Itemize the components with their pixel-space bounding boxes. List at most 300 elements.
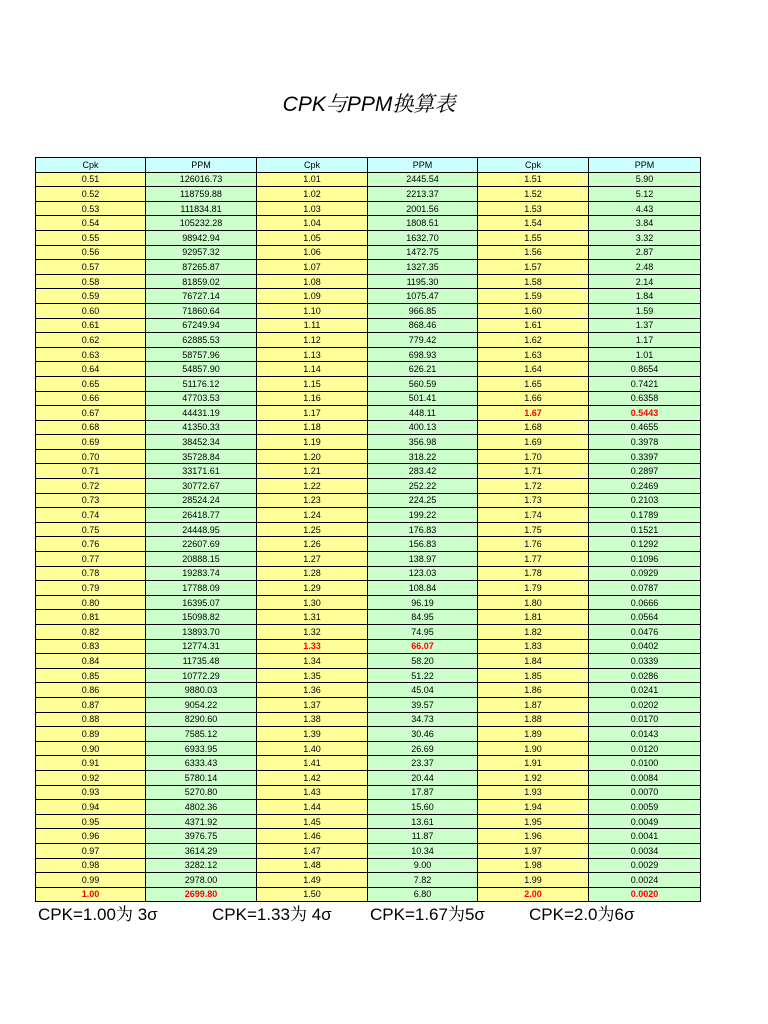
ppm-cell: 1327.35: [368, 260, 478, 275]
cpk-cell: 0.91: [36, 756, 146, 771]
ppm-cell: 0.2897: [589, 464, 701, 479]
table-row: [36, 435, 701, 450]
table-row: [36, 318, 701, 333]
ppm-cell: 156.83: [368, 537, 478, 552]
cpk-cell: 0.64: [36, 362, 146, 377]
cpk-cell: 0.96: [36, 829, 146, 844]
cpk-cell: 1.00: [36, 887, 146, 902]
cpk-cell: 1.53: [478, 201, 589, 216]
cpk-cell: 1.44: [257, 800, 368, 815]
column-header-cpk: Cpk: [36, 158, 146, 173]
cpk-cell: 1.23: [257, 493, 368, 508]
table-row: [36, 406, 701, 421]
table-row: [36, 625, 701, 640]
cpk-cell: 1.90: [478, 741, 589, 756]
ppm-cell: 58.20: [368, 654, 478, 669]
cpk-cell: 0.83: [36, 639, 146, 654]
ppm-cell: 2213.37: [368, 187, 478, 202]
ppm-cell: 58757.96: [146, 347, 257, 362]
cpk-cell: 1.98: [478, 858, 589, 873]
cpk-cell: 1.87: [478, 697, 589, 712]
cpk-cell: 0.69: [36, 435, 146, 450]
cpk-cell: 1.21: [257, 464, 368, 479]
cpk-cell: 1.05: [257, 230, 368, 245]
cpk-cell: 1.85: [478, 668, 589, 683]
column-header-ppm: PPM: [368, 158, 478, 173]
ppm-cell: 501.41: [368, 391, 478, 406]
ppm-cell: 560.59: [368, 376, 478, 391]
table-row: [36, 172, 701, 187]
footnote-cpk-100: CPK=1.00为 3σ: [38, 905, 158, 924]
cpk-cell: 1.15: [257, 376, 368, 391]
table-row: [36, 362, 701, 377]
cpk-cell: 0.81: [36, 610, 146, 625]
ppm-cell: 66.07: [368, 639, 478, 654]
cpk-cell: 0.72: [36, 479, 146, 494]
table-header-row: [36, 158, 701, 173]
table-row: [36, 727, 701, 742]
ppm-cell: 0.1096: [589, 552, 701, 567]
cpk-cell: 1.30: [257, 595, 368, 610]
ppm-cell: 318.22: [368, 449, 478, 464]
cpk-cell: 1.93: [478, 785, 589, 800]
cpk-cell: 0.67: [36, 406, 146, 421]
column-header-ppm: PPM: [589, 158, 701, 173]
ppm-cell: 2.48: [589, 260, 701, 275]
cpk-cell: 0.54: [36, 216, 146, 231]
ppm-cell: 626.21: [368, 362, 478, 377]
cpk-cell: 0.89: [36, 727, 146, 742]
table-row: [36, 785, 701, 800]
cpk-cell: 0.59: [36, 289, 146, 304]
ppm-cell: 2978.00: [146, 873, 257, 888]
ppm-cell: 96.19: [368, 595, 478, 610]
cpk-cell: 0.52: [36, 187, 146, 202]
ppm-cell: 283.42: [368, 464, 478, 479]
cpk-cell: 1.91: [478, 756, 589, 771]
ppm-cell: 1075.47: [368, 289, 478, 304]
cpk-cell: 1.33: [257, 639, 368, 654]
cpk-cell: 0.65: [36, 376, 146, 391]
table-row: [36, 756, 701, 771]
cpk-cell: 1.95: [478, 814, 589, 829]
cpk-cell: 1.22: [257, 479, 368, 494]
cpk-cell: 1.40: [257, 741, 368, 756]
ppm-cell: 0.0202: [589, 697, 701, 712]
ppm-cell: 39.57: [368, 697, 478, 712]
cpk-cell: 0.75: [36, 522, 146, 537]
cpk-cell: 1.10: [257, 303, 368, 318]
ppm-cell: 0.0339: [589, 654, 701, 669]
table-row: [36, 610, 701, 625]
table-row: [36, 274, 701, 289]
cpk-cell: 0.88: [36, 712, 146, 727]
cpk-cell: 1.04: [257, 216, 368, 231]
table-row: [36, 654, 701, 669]
ppm-cell: 62885.53: [146, 333, 257, 348]
cpk-cell: 0.97: [36, 843, 146, 858]
ppm-cell: 44431.19: [146, 406, 257, 421]
cpk-cell: 1.47: [257, 843, 368, 858]
ppm-cell: 0.0286: [589, 668, 701, 683]
cpk-cell: 1.80: [478, 595, 589, 610]
cpk-cell: 1.32: [257, 625, 368, 640]
ppm-cell: 2001.56: [368, 201, 478, 216]
cpk-cell: 1.49: [257, 873, 368, 888]
ppm-cell: 1.84: [589, 289, 701, 304]
ppm-cell: 16395.07: [146, 595, 257, 610]
ppm-cell: 176.83: [368, 522, 478, 537]
cpk-cell: 0.90: [36, 741, 146, 756]
ppm-cell: 1.59: [589, 303, 701, 318]
cpk-cell: 2.00: [478, 887, 589, 902]
ppm-cell: 0.0059: [589, 800, 701, 815]
cpk-cell: 1.14: [257, 362, 368, 377]
ppm-cell: 4371.92: [146, 814, 257, 829]
ppm-cell: 0.4655: [589, 420, 701, 435]
ppm-cell: 10.34: [368, 843, 478, 858]
cpk-cell: 1.39: [257, 727, 368, 742]
ppm-cell: 3.32: [589, 230, 701, 245]
ppm-cell: 15098.82: [146, 610, 257, 625]
table-row: [36, 391, 701, 406]
cpk-cell: 1.38: [257, 712, 368, 727]
cpk-cell: 0.94: [36, 800, 146, 815]
cpk-cell: 1.66: [478, 391, 589, 406]
table-row: [36, 464, 701, 479]
ppm-cell: 8290.60: [146, 712, 257, 727]
cpk-cell: 1.58: [478, 274, 589, 289]
ppm-cell: 9.00: [368, 858, 478, 873]
ppm-cell: 126016.73: [146, 172, 257, 187]
ppm-cell: 6.80: [368, 887, 478, 902]
cpk-cell: 1.41: [257, 756, 368, 771]
cpk-cell: 1.84: [478, 654, 589, 669]
ppm-cell: 13.61: [368, 814, 478, 829]
column-header-cpk: Cpk: [257, 158, 368, 173]
ppm-cell: 0.0049: [589, 814, 701, 829]
ppm-cell: 0.0100: [589, 756, 701, 771]
ppm-cell: 1.17: [589, 333, 701, 348]
cpk-cell: 0.73: [36, 493, 146, 508]
table-row: [36, 668, 701, 683]
cpk-cell: 1.92: [478, 770, 589, 785]
ppm-cell: 30772.67: [146, 479, 257, 494]
cpk-cell: 0.63: [36, 347, 146, 362]
cpk-cell: 1.03: [257, 201, 368, 216]
column-header-cpk: Cpk: [478, 158, 589, 173]
ppm-cell: 7585.12: [146, 727, 257, 742]
cpk-cell: 1.94: [478, 800, 589, 815]
ppm-cell: 138.97: [368, 552, 478, 567]
cpk-cell: 0.86: [36, 683, 146, 698]
table-row: [36, 858, 701, 873]
ppm-cell: 6333.43: [146, 756, 257, 771]
cpk-cell: 1.35: [257, 668, 368, 683]
cpk-cell: 1.51: [478, 172, 589, 187]
ppm-cell: 0.8654: [589, 362, 701, 377]
ppm-cell: 19283.74: [146, 566, 257, 581]
table-row: [36, 479, 701, 494]
ppm-cell: 4802.36: [146, 800, 257, 815]
ppm-cell: 0.3978: [589, 435, 701, 450]
ppm-cell: 1808.51: [368, 216, 478, 231]
ppm-cell: 12774.31: [146, 639, 257, 654]
cpk-cell: 1.97: [478, 843, 589, 858]
table-row: [36, 552, 701, 567]
cpk-cell: 1.70: [478, 449, 589, 464]
cpk-cell: 0.62: [36, 333, 146, 348]
cpk-cell: 1.74: [478, 508, 589, 523]
ppm-cell: 7.82: [368, 873, 478, 888]
ppm-cell: 9880.03: [146, 683, 257, 698]
cpk-cell: 1.25: [257, 522, 368, 537]
ppm-cell: 0.3397: [589, 449, 701, 464]
ppm-cell: 3614.29: [146, 843, 257, 858]
ppm-cell: 11.87: [368, 829, 478, 844]
cpk-cell: 0.58: [36, 274, 146, 289]
cpk-cell: 1.88: [478, 712, 589, 727]
cpk-cell: 0.76: [36, 537, 146, 552]
ppm-cell: 84.95: [368, 610, 478, 625]
table-row: [36, 800, 701, 815]
ppm-cell: 0.0143: [589, 727, 701, 742]
table-row: [36, 712, 701, 727]
table-row: [36, 493, 701, 508]
cpk-cell: 1.78: [478, 566, 589, 581]
ppm-cell: 0.0029: [589, 858, 701, 873]
ppm-cell: 2699.80: [146, 887, 257, 902]
ppm-cell: 17.87: [368, 785, 478, 800]
table-row: [36, 814, 701, 829]
ppm-cell: 0.0564: [589, 610, 701, 625]
footnote-cpk-133: CPK=1.33为 4σ: [212, 905, 332, 924]
ppm-cell: 5.90: [589, 172, 701, 187]
table-row: [36, 187, 701, 202]
ppm-cell: 22607.69: [146, 537, 257, 552]
cpk-cell: 0.57: [36, 260, 146, 275]
ppm-cell: 98942.94: [146, 230, 257, 245]
ppm-cell: 2445.54: [368, 172, 478, 187]
ppm-cell: 28524.24: [146, 493, 257, 508]
cpk-cell: 1.09: [257, 289, 368, 304]
page-title: CPK与PPM换算表: [282, 93, 456, 116]
cpk-cell: 0.93: [36, 785, 146, 800]
ppm-cell: 0.1292: [589, 537, 701, 552]
ppm-cell: 105232.28: [146, 216, 257, 231]
cpk-cell: 1.52: [478, 187, 589, 202]
cpk-ppm-table: [35, 157, 701, 902]
ppm-cell: 0.2469: [589, 479, 701, 494]
cpk-cell: 1.76: [478, 537, 589, 552]
cpk-cell: 0.61: [36, 318, 146, 333]
ppm-cell: 3.84: [589, 216, 701, 231]
ppm-cell: 0.6358: [589, 391, 701, 406]
ppm-cell: 20888.15: [146, 552, 257, 567]
ppm-cell: 1632.70: [368, 230, 478, 245]
cpk-cell: 1.24: [257, 508, 368, 523]
footnote-cpk-200: CPK=2.0为6σ: [529, 905, 635, 924]
ppm-cell: 45.04: [368, 683, 478, 698]
ppm-cell: 356.98: [368, 435, 478, 450]
ppm-cell: 71860.64: [146, 303, 257, 318]
cpk-cell: 1.64: [478, 362, 589, 377]
table-row: [36, 449, 701, 464]
ppm-cell: 0.7421: [589, 376, 701, 391]
cpk-cell: 1.83: [478, 639, 589, 654]
ppm-cell: 10772.29: [146, 668, 257, 683]
ppm-cell: 0.0020: [589, 887, 701, 902]
cpk-cell: 1.48: [257, 858, 368, 873]
cpk-cell: 0.78: [36, 566, 146, 581]
cpk-cell: 1.56: [478, 245, 589, 260]
ppm-cell: 1195.30: [368, 274, 478, 289]
cpk-cell: 1.77: [478, 552, 589, 567]
cpk-cell: 1.62: [478, 333, 589, 348]
cpk-cell: 0.82: [36, 625, 146, 640]
ppm-cell: 13893.70: [146, 625, 257, 640]
ppm-cell: 5780.14: [146, 770, 257, 785]
cpk-cell: 0.66: [36, 391, 146, 406]
cpk-cell: 1.34: [257, 654, 368, 669]
cpk-cell: 0.95: [36, 814, 146, 829]
ppm-cell: 400.13: [368, 420, 478, 435]
cpk-cell: 1.08: [257, 274, 368, 289]
ppm-cell: 41350.33: [146, 420, 257, 435]
cpk-cell: 1.20: [257, 449, 368, 464]
cpk-cell: 1.26: [257, 537, 368, 552]
cpk-cell: 1.86: [478, 683, 589, 698]
ppm-cell: 0.0034: [589, 843, 701, 858]
ppm-cell: 4.43: [589, 201, 701, 216]
table-body: [36, 172, 701, 902]
ppm-cell: 67249.94: [146, 318, 257, 333]
ppm-cell: 698.93: [368, 347, 478, 362]
cpk-cell: 1.18: [257, 420, 368, 435]
cpk-cell: 1.75: [478, 522, 589, 537]
cpk-cell: 1.17: [257, 406, 368, 421]
ppm-cell: 2.14: [589, 274, 701, 289]
ppm-cell: 0.0024: [589, 873, 701, 888]
cpk-cell: 1.63: [478, 347, 589, 362]
cpk-cell: 0.99: [36, 873, 146, 888]
ppm-cell: 224.25: [368, 493, 478, 508]
cpk-cell: 1.13: [257, 347, 368, 362]
cpk-cell: 1.28: [257, 566, 368, 581]
ppm-cell: 5270.80: [146, 785, 257, 800]
table-row: [36, 289, 701, 304]
cpk-cell: 0.60: [36, 303, 146, 318]
table-row: [36, 522, 701, 537]
table-row: [36, 683, 701, 698]
cpk-cell: 0.92: [36, 770, 146, 785]
table-row: [36, 843, 701, 858]
table-row: [36, 333, 701, 348]
table-row: [36, 770, 701, 785]
cpk-cell: 0.71: [36, 464, 146, 479]
cpk-cell: 1.67: [478, 406, 589, 421]
ppm-cell: 34.73: [368, 712, 478, 727]
cpk-cell: 0.70: [36, 449, 146, 464]
cpk-cell: 1.73: [478, 493, 589, 508]
cpk-cell: 1.59: [478, 289, 589, 304]
ppm-cell: 0.0170: [589, 712, 701, 727]
cpk-cell: 1.42: [257, 770, 368, 785]
table-row: [36, 581, 701, 596]
cpk-cell: 1.99: [478, 873, 589, 888]
cpk-cell: 0.98: [36, 858, 146, 873]
table-row: [36, 595, 701, 610]
table-row: [36, 260, 701, 275]
ppm-cell: 35728.84: [146, 449, 257, 464]
cpk-cell: 1.45: [257, 814, 368, 829]
ppm-cell: 0.1521: [589, 522, 701, 537]
ppm-cell: 1472.75: [368, 245, 478, 260]
ppm-cell: 868.46: [368, 318, 478, 333]
cpk-cell: 1.36: [257, 683, 368, 698]
cpk-cell: 1.79: [478, 581, 589, 596]
ppm-cell: 9054.22: [146, 697, 257, 712]
cpk-cell: 0.74: [36, 508, 146, 523]
sigma-footnote: [38, 900, 738, 925]
table-row: [36, 303, 701, 318]
ppm-cell: 6933.95: [146, 741, 257, 756]
ppm-cell: 76727.14: [146, 289, 257, 304]
ppm-cell: 0.2103: [589, 493, 701, 508]
cpk-cell: 1.82: [478, 625, 589, 640]
ppm-cell: 0.0929: [589, 566, 701, 581]
ppm-cell: 20.44: [368, 770, 478, 785]
ppm-cell: 17788.09: [146, 581, 257, 596]
table-row: [36, 201, 701, 216]
cpk-cell: 1.71: [478, 464, 589, 479]
ppm-cell: 33171.61: [146, 464, 257, 479]
cpk-cell: 1.65: [478, 376, 589, 391]
table-row: [36, 566, 701, 581]
cpk-cell: 1.72: [478, 479, 589, 494]
cpk-cell: 1.43: [257, 785, 368, 800]
ppm-cell: 0.0070: [589, 785, 701, 800]
cpk-cell: 1.01: [257, 172, 368, 187]
ppm-cell: 0.5443: [589, 406, 701, 421]
table-row: [36, 697, 701, 712]
cpk-cell: 1.07: [257, 260, 368, 275]
cpk-cell: 1.29: [257, 581, 368, 596]
ppm-cell: 123.03: [368, 566, 478, 581]
ppm-cell: 30.46: [368, 727, 478, 742]
ppm-cell: 15.60: [368, 800, 478, 815]
ppm-cell: 252.22: [368, 479, 478, 494]
table-row: [36, 216, 701, 231]
cpk-cell: 0.84: [36, 654, 146, 669]
ppm-cell: 54857.90: [146, 362, 257, 377]
cpk-cell: 0.55: [36, 230, 146, 245]
ppm-cell: 3976.75: [146, 829, 257, 844]
ppm-cell: 0.0084: [589, 770, 701, 785]
cpk-cell: 1.31: [257, 610, 368, 625]
cpk-cell: 1.12: [257, 333, 368, 348]
ppm-cell: 81859.02: [146, 274, 257, 289]
table-row: [36, 741, 701, 756]
cpk-cell: 1.89: [478, 727, 589, 742]
cpk-cell: 1.02: [257, 187, 368, 202]
cpk-cell: 1.46: [257, 829, 368, 844]
ppm-cell: 111834.81: [146, 201, 257, 216]
ppm-cell: 0.0402: [589, 639, 701, 654]
ppm-cell: 87265.87: [146, 260, 257, 275]
ppm-cell: 0.0476: [589, 625, 701, 640]
cpk-cell: 0.53: [36, 201, 146, 216]
